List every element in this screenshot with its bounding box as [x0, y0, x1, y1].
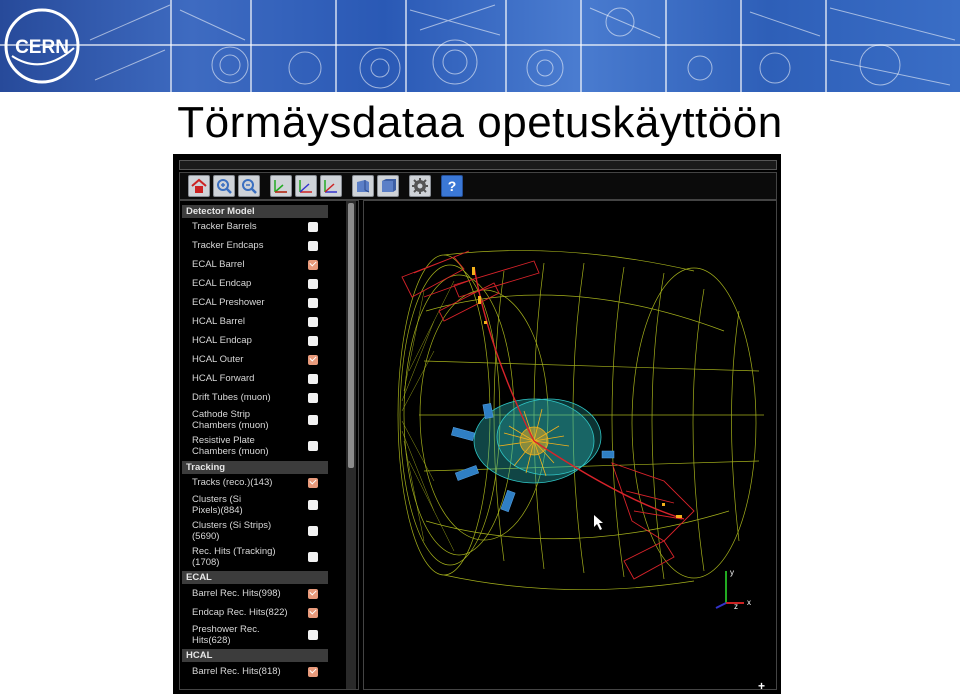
3d-event-viewport[interactable] [363, 200, 777, 690]
orthographic-icon[interactable] [377, 175, 399, 197]
event-display-canvas[interactable] [364, 201, 776, 689]
section-detector-model[interactable]: Detector Model [182, 205, 328, 218]
item-tracker-endcaps: Tracker Endcaps [192, 240, 264, 251]
item-rec-hits-tracking: Rec. Hits (Tracking) (1708) [192, 546, 276, 568]
checkbox-ecal-preshower[interactable] [308, 298, 318, 308]
item-ecal-barrel: ECAL Barrel [192, 259, 245, 270]
checkbox-ecal-endcap-rec-hits[interactable] [308, 608, 318, 618]
checkbox-resistive-plate-chambers[interactable] [308, 441, 318, 451]
checkbox-rec-hits-tracking[interactable] [308, 552, 318, 562]
axis-label-x: x [747, 598, 751, 607]
view-xy-icon[interactable] [270, 175, 292, 197]
cern-header-banner [0, 0, 960, 92]
slide-title: Törmäysdataa opetuskäyttöön [177, 98, 783, 147]
axis-label-z: z [734, 602, 738, 611]
checkbox-preshower-rec-hits[interactable] [308, 630, 318, 640]
item-ecal-endcap-rec-hits: Endcap Rec. Hits(822) [192, 607, 288, 618]
mouse-cursor-icon [594, 515, 603, 530]
item-preshower-rec-hits: Preshower Rec. Hits(628) [192, 624, 260, 646]
item-ecal-barrel-rec-hits: Barrel Rec. Hits(998) [192, 588, 281, 599]
sidebar-scrollbar[interactable] [346, 201, 356, 689]
checkbox-tracker-barrels[interactable] [308, 222, 318, 232]
event-display-app [173, 154, 781, 694]
item-hcal-outer: HCAL Outer [192, 354, 244, 365]
checkbox-hcal-outer[interactable] [308, 355, 318, 365]
item-hcal-barrel-rec-hits: Barrel Rec. Hits(818) [192, 666, 281, 677]
axis-label-y: y [730, 568, 734, 577]
item-ecal-preshower: ECAL Preshower [192, 297, 265, 308]
view-xz-icon[interactable] [295, 175, 317, 197]
checkbox-hcal-barrel-rec-hits[interactable] [308, 667, 318, 677]
checkbox-tracker-endcaps[interactable] [308, 241, 318, 251]
checkbox-clusters-si-strips[interactable] [308, 526, 318, 536]
checkbox-hcal-forward[interactable] [308, 374, 318, 384]
item-hcal-barrel: HCAL Barrel [192, 316, 245, 327]
cern-logo-text: CERN [15, 37, 69, 58]
item-hcal-forward: HCAL Forward [192, 373, 255, 384]
settings-gear-icon[interactable] [409, 175, 431, 197]
checkbox-hcal-endcap[interactable] [308, 336, 318, 346]
item-tracks-reco: Tracks (reco.)(143) [192, 477, 273, 488]
item-resistive-plate-chambers: Resistive Plate Chambers (muon) [192, 435, 269, 457]
zoom-in-icon[interactable] [213, 175, 235, 197]
svg-text:?: ? [447, 178, 457, 194]
hcal-outer-fan [402, 281, 454, 551]
checkbox-ecal-endcap[interactable] [308, 279, 318, 289]
toolbar [179, 172, 777, 200]
checkbox-tracks-reco[interactable] [308, 478, 318, 488]
resize-plus-icon[interactable]: + [758, 679, 766, 693]
item-clusters-si-strips: Clusters (Si Strips) (5690) [192, 520, 272, 542]
help-icon[interactable] [441, 175, 463, 197]
home-icon[interactable] [188, 175, 210, 197]
checkbox-hcal-barrel[interactable] [308, 317, 318, 327]
object-sidebar [179, 200, 359, 690]
muon-hits [472, 267, 682, 518]
item-clusters-si-pixels: Clusters (Si Pixels)(884) [192, 494, 243, 516]
checkbox-ecal-barrel[interactable] [308, 260, 318, 270]
axis-indicator [716, 568, 751, 611]
section-tracking[interactable]: Tracking [182, 461, 328, 474]
item-ecal-endcap: ECAL Endcap [192, 278, 252, 289]
section-ecal[interactable]: ECAL [182, 571, 328, 584]
zoom-out-icon[interactable] [238, 175, 260, 197]
cern-logo [2, 6, 82, 86]
checkbox-ecal-barrel-rec-hits[interactable] [308, 589, 318, 599]
app-menu-strip [179, 160, 777, 170]
perspective-icon[interactable] [352, 175, 374, 197]
section-hcal[interactable]: HCAL [182, 649, 328, 662]
scrollbar-thumb[interactable] [348, 203, 354, 468]
checkbox-clusters-si-pixels[interactable] [308, 500, 318, 510]
item-tracker-barrels: Tracker Barrels [192, 221, 257, 232]
view-yz-icon[interactable] [320, 175, 342, 197]
item-hcal-endcap: HCAL Endcap [192, 335, 252, 346]
banner-collision-graphics [0, 0, 960, 92]
item-drift-tubes: Drift Tubes (muon) [192, 392, 271, 403]
checkbox-cathode-strip-chambers[interactable] [308, 415, 318, 425]
item-cathode-strip-chambers: Cathode Strip Chambers (muon) [192, 409, 269, 431]
checkbox-drift-tubes[interactable] [308, 393, 318, 403]
